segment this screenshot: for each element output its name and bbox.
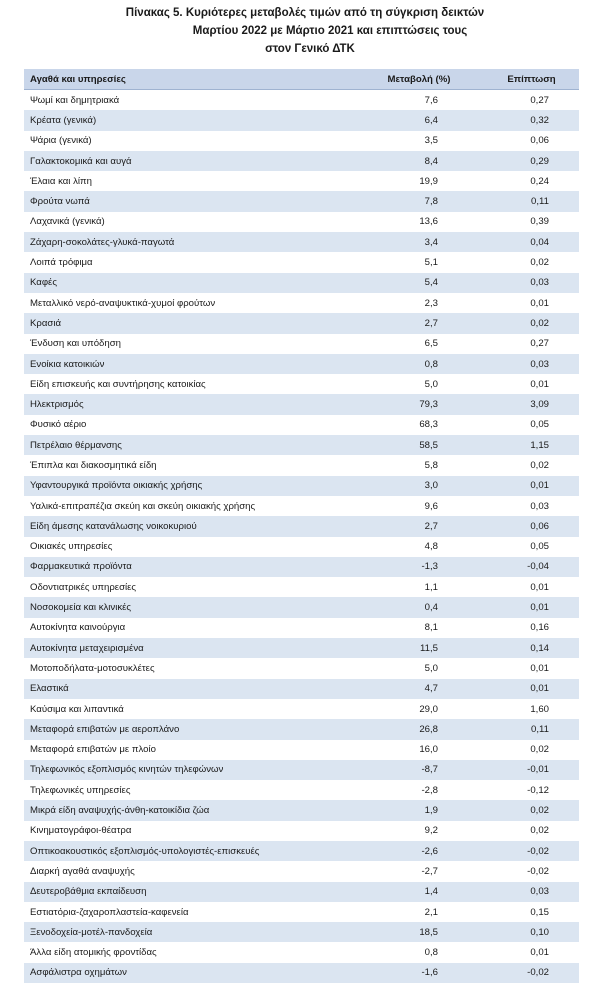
cell-item: Διαρκή αγαθά αναψυχής [30, 865, 135, 877]
cell-item: Μεταλλικό νερό-αναψυκτικά-χυμοί φρούτων [30, 297, 216, 309]
cell-change: 1,4 [424, 886, 438, 898]
table-row [24, 679, 579, 699]
cell-item: Οδοντιατρικές υπηρεσίες [30, 581, 137, 593]
table-row [24, 861, 579, 881]
cell-item: Μεταφορά επιβατών με πλοίο [30, 744, 156, 756]
cell-item: Πετρέλαιο θέρμανσης [30, 439, 122, 451]
cell-item: Νοσοκομεία και κλινικές [30, 602, 132, 614]
cell-impact: 0,06 [530, 135, 549, 147]
cell-item: Κρασιά [30, 317, 62, 329]
header-goods-services: Αγαθά και υπηρεσίες [30, 73, 126, 85]
cell-change: 5,0 [424, 378, 438, 390]
table-row [24, 212, 579, 232]
cell-impact: -0,01 [527, 764, 549, 776]
cell-impact: 0,02 [530, 744, 549, 756]
cell-impact: 0,15 [530, 906, 549, 918]
cell-impact: 0,01 [530, 602, 549, 614]
table-row [24, 719, 579, 739]
cell-change: 1,1 [424, 581, 438, 593]
cell-change: 13,6 [419, 216, 438, 228]
cell-impact: 0,03 [530, 500, 549, 512]
cell-impact: 0,01 [530, 662, 549, 674]
cell-impact: 0,24 [530, 175, 549, 187]
cell-change: 2,3 [424, 297, 438, 309]
table-row [24, 191, 579, 211]
cell-impact: -0,04 [527, 561, 549, 573]
table-row [24, 374, 579, 394]
cell-change: -2,7 [421, 865, 438, 877]
cell-item: Μοτοποδήλατα-μοτοσυκλέτες [30, 662, 155, 674]
table-row [24, 922, 579, 942]
cell-item: Λοιπά τρόφιμα [30, 257, 93, 269]
cell-item: Υφαντουργικά προϊόντα οικιακής χρήσης [30, 480, 203, 492]
table-row [24, 131, 579, 151]
cell-impact: 0,14 [530, 642, 549, 654]
cell-change: 6,4 [424, 114, 438, 126]
table-row [24, 293, 579, 313]
cell-impact: 0,29 [530, 155, 549, 167]
table-row [24, 942, 579, 962]
cell-change: 5,8 [424, 459, 438, 471]
table-row [24, 273, 579, 293]
cell-item: Φρούτα νωπά [30, 196, 90, 208]
cell-item: Ένδυση και υπόδηση [30, 338, 121, 350]
cell-impact: 0,02 [530, 459, 549, 471]
cell-impact: 0,06 [530, 520, 549, 532]
cell-item: Καύσιμα και λιπαντικά [30, 703, 124, 715]
cell-change: 0,8 [424, 947, 438, 959]
cell-change: 7,6 [424, 94, 438, 106]
table-row [24, 110, 579, 130]
cell-impact: 0,03 [530, 886, 549, 898]
cell-impact: 0,01 [530, 947, 549, 959]
cell-change: 8,4 [424, 155, 438, 167]
cell-item: Είδη επισκευής και συντήρησης κατοικίας [30, 378, 206, 390]
cell-impact: 0,01 [530, 480, 549, 492]
cell-change: 6,5 [424, 338, 438, 350]
cell-change: 1,9 [424, 805, 438, 817]
table-row [24, 638, 579, 658]
cell-change: 8,1 [424, 622, 438, 634]
cell-item: Γαλακτοκομικά και αυγά [30, 155, 132, 167]
cell-item: Έλαια και λίπη [30, 175, 92, 187]
cell-impact: 0,04 [530, 236, 549, 248]
cell-item: Οπτικοακουστικός εξοπλισμός-υπολογιστές-επισκευές [30, 845, 260, 857]
table-row [24, 597, 579, 617]
cell-item: Αυτοκίνητα μεταχειρισμένα [30, 642, 144, 654]
cell-item: Δευτεροβάθμια εκπαίδευση [30, 886, 147, 898]
cell-item: Ηλεκτρισμός [30, 399, 84, 411]
cell-item: Ενοίκια κατοικιών [30, 358, 105, 370]
cell-change: 3,0 [424, 480, 438, 492]
cell-change: 29,0 [419, 703, 438, 715]
price-change-table [24, 69, 579, 983]
table-row [24, 821, 579, 841]
table-row [24, 658, 579, 678]
cell-impact: 0,27 [530, 338, 549, 350]
cell-change: -2,6 [421, 845, 438, 857]
table-row [24, 963, 579, 983]
cell-item: Τηλεφωνικές υπηρεσίες [30, 784, 131, 796]
cell-item: Φυσικό αέριο [30, 419, 87, 431]
cell-change: -2,8 [421, 784, 438, 796]
cell-change: 3,4 [424, 236, 438, 248]
cell-change: 0,4 [424, 602, 438, 614]
table-row [24, 841, 579, 861]
table-body [24, 90, 579, 983]
cell-change: 2,7 [424, 317, 438, 329]
header-impact: Επίπτωση [507, 73, 556, 85]
cell-item: Καφές [30, 277, 57, 289]
cell-item: Οικιακές υπηρεσίες [30, 541, 113, 553]
cell-item: Άλλα είδη ατομικής φροντίδας [30, 947, 157, 959]
cell-change: 5,4 [424, 277, 438, 289]
table-row [24, 435, 579, 455]
cell-change: -1,3 [421, 561, 438, 573]
cell-impact: 0,10 [530, 926, 549, 938]
cell-impact: 0,16 [530, 622, 549, 634]
cell-change: 11,5 [420, 642, 438, 654]
cell-item: Κινηματογράφοι-θέατρα [30, 825, 132, 837]
cell-change: 9,6 [424, 500, 438, 512]
title-line-2: Μαρτίου 2022 με Μάρτιο 2021 και επιπτώσεις τους [192, 25, 468, 37]
table-row [24, 232, 579, 252]
cell-item: Ψωμί και δημητριακά [30, 94, 120, 106]
cell-change: 5,0 [424, 662, 438, 674]
table-title [0, 0, 600, 60]
cell-change: 4,8 [424, 541, 438, 553]
cell-change: 4,7 [424, 683, 438, 695]
cell-impact: 0,01 [530, 581, 549, 593]
cell-change: 2,1 [424, 906, 438, 918]
cell-item: Φαρμακευτικά προϊόντα [30, 561, 132, 573]
table-row [24, 90, 579, 110]
cell-impact: 1,15 [530, 439, 549, 451]
cell-item: Μικρά είδη αναψυχής-άνθη-κατοικίδια ζώα [30, 805, 210, 817]
cell-change: -8,7 [421, 764, 438, 776]
cell-item: Αυτοκίνητα καινούργια [30, 622, 126, 634]
table-row [24, 476, 579, 496]
table-row [24, 882, 579, 902]
cell-item: Ζάχαρη-σοκολάτες-γλυκά-παγωτά [30, 236, 175, 248]
table-row [24, 394, 579, 414]
cell-impact: 0,05 [530, 419, 549, 431]
cell-change: 79,3 [419, 399, 438, 411]
table-header-row [24, 69, 579, 90]
cell-change: 58,5 [419, 439, 438, 451]
cell-impact: 0,02 [530, 257, 549, 269]
cell-change: 26,8 [419, 723, 438, 735]
cell-impact: 0,11 [531, 723, 549, 735]
table-row [24, 618, 579, 638]
cell-impact: 0,03 [530, 358, 549, 370]
cell-item: Μεταφορά επιβατών με αεροπλάνο [30, 723, 180, 735]
table-row [24, 760, 579, 780]
cell-impact: -0,02 [527, 845, 549, 857]
cell-impact: 0,03 [530, 277, 549, 289]
cell-impact: 0,27 [530, 94, 549, 106]
cell-change: 16,0 [419, 744, 438, 756]
cell-item: Ασφάλιστρα οχημάτων [30, 967, 127, 979]
cell-item: Ελαστικά [30, 683, 69, 695]
cell-impact: -0,02 [527, 967, 549, 979]
cell-impact: 1,60 [530, 703, 549, 715]
table-row [24, 800, 579, 820]
cell-impact: -0,02 [527, 865, 549, 877]
title-line-3: στον Γενικό ΔΤΚ [265, 43, 355, 55]
cell-impact: 0,02 [530, 317, 549, 329]
cell-impact: 0,39 [530, 216, 549, 228]
cell-item: Εστιατόρια-ζαχαροπλαστεία-καφενεία [30, 906, 189, 918]
cell-impact: 3,09 [530, 399, 549, 411]
table-row [24, 313, 579, 333]
table-row [24, 496, 579, 516]
table-row [24, 577, 579, 597]
table-row [24, 252, 579, 272]
cell-impact: 0,11 [531, 196, 549, 208]
cell-item: Λαχανικά (γενικά) [30, 216, 105, 228]
cell-impact: 0,02 [530, 805, 549, 817]
cell-impact: 0,05 [530, 541, 549, 553]
table-row [24, 557, 579, 577]
cell-change: 0,8 [424, 358, 438, 370]
cell-change: 5,1 [424, 257, 438, 269]
table-row [24, 171, 579, 191]
table-row [24, 334, 579, 354]
table-row [24, 537, 579, 557]
cell-change: 9,2 [424, 825, 438, 837]
cell-item: Ξενοδοχεία-μοτέλ-πανδοχεία [30, 926, 153, 938]
table-row [24, 902, 579, 922]
cell-change: 68,3 [419, 419, 438, 431]
cell-item: Τηλεφωνικός εξοπλισμός κινητών τηλεφώνων [30, 764, 224, 776]
table-row [24, 780, 579, 800]
cell-item: Είδη άμεσης κατανάλωσης νοικοκυριού [30, 520, 197, 532]
table-row [24, 699, 579, 719]
cell-change: 7,8 [424, 196, 438, 208]
cell-change: -1,6 [421, 967, 438, 979]
cell-impact: 0,01 [530, 297, 549, 309]
cell-item: Υαλικά-επιτραπέζια σκεύη και σκεύη οικιακής χρήσης [30, 500, 256, 512]
table-row [24, 151, 579, 171]
cell-impact: 0,32 [530, 114, 549, 126]
cell-change: 2,7 [424, 520, 438, 532]
cell-impact: 0,02 [530, 825, 549, 837]
cell-change: 3,5 [424, 135, 438, 147]
table-row [24, 740, 579, 760]
table-row [24, 354, 579, 374]
title-line-1: Πίνακας 5. Κυριότερες μεταβολές τιμών από τη σύγκριση δεικτών [125, 7, 485, 19]
cell-impact: -0,12 [527, 784, 549, 796]
cell-change: 19,9 [419, 175, 438, 187]
header-change-percent: Μεταβολή (%) [387, 73, 451, 85]
cell-item: Έπιπλα και διακοσμητικά είδη [30, 459, 157, 471]
cell-item: Ψάρια (γενικά) [30, 135, 92, 147]
cell-item: Κρέατα (γενικά) [30, 114, 97, 126]
cell-impact: 0,01 [530, 378, 549, 390]
cell-change: 18,5 [419, 926, 438, 938]
cell-impact: 0,01 [530, 683, 549, 695]
table-row [24, 415, 579, 435]
table-row [24, 516, 579, 536]
table-row [24, 455, 579, 475]
